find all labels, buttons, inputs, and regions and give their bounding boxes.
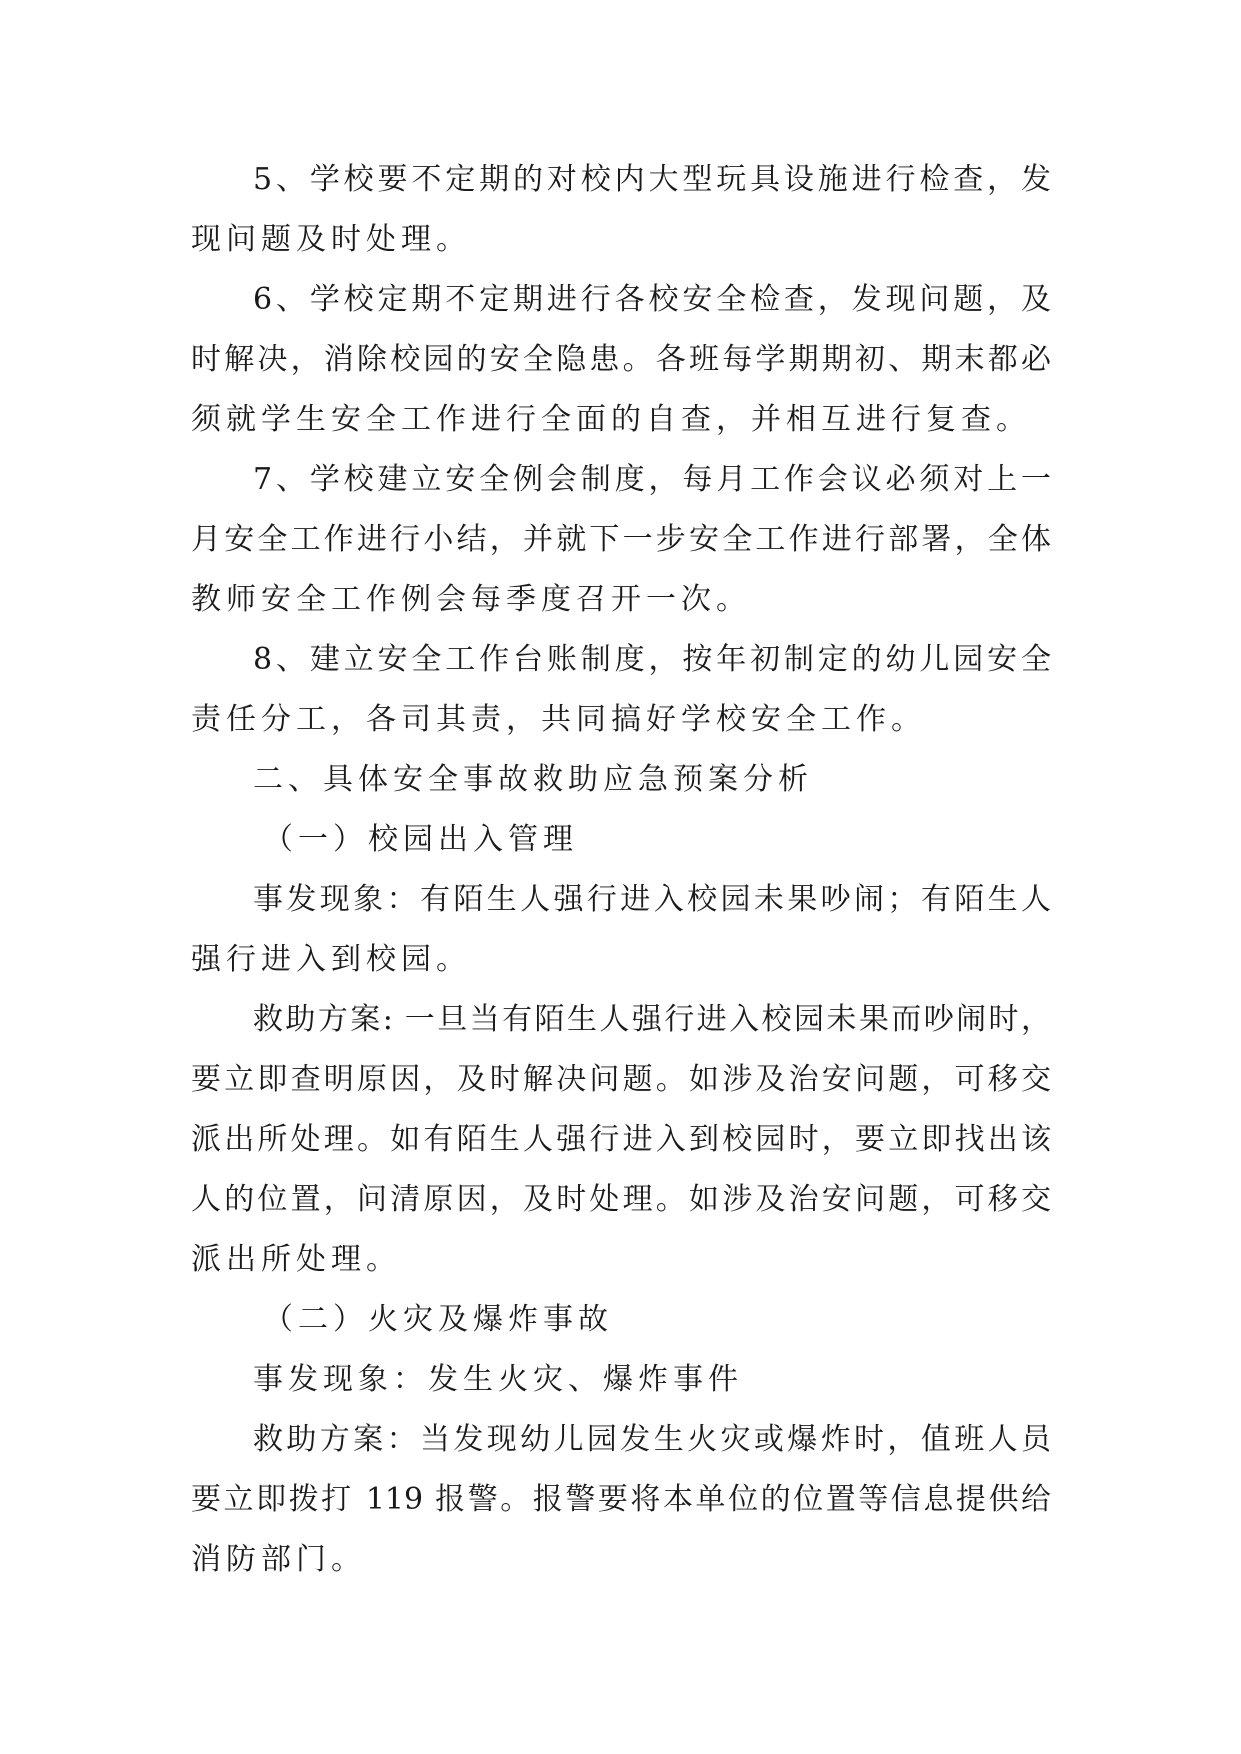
- subsection-heading-1: （一）校园出入管理: [263, 822, 578, 857]
- subsection-heading-2: （二）火灾及爆炸事故: [263, 1302, 613, 1337]
- paragraph-8-line-1: 8、建立安全工作台账制度，按年初制定的幼儿园安全: [253, 642, 1051, 677]
- paragraph-5-line-2: 现问题及时处理。: [191, 222, 471, 257]
- document-page: [191, 150, 1051, 1590]
- paragraph-6-line-3: 须就学生安全工作进行全面的自查，并相互进行复查。: [191, 402, 1031, 437]
- paragraph-6-line-2: 时解决，消除校园的安全隐患。各班每学期期初、期末都必: [191, 342, 1051, 377]
- rescue-plan-2-line-3: 消防部门。: [191, 1542, 366, 1577]
- rescue-plan-1-line-5: 派出所处理。: [191, 1242, 401, 1277]
- paragraph-7-line-2: 月安全工作进行小结，并就下一步安全工作进行部署，全体: [191, 522, 1051, 557]
- paragraph-7-line-3: 教师安全工作例会每季度召开一次。: [191, 582, 751, 617]
- paragraph-5-line-1: 5、学校要不定期的对校内大型玩具设施进行检查，发: [253, 162, 1051, 197]
- incident-1-line-1: 事发现象：有陌生人强行进入校园未果吵闹；有陌生人: [253, 882, 1051, 917]
- section-heading-2: 二、具体安全事故救助应急预案分析: [253, 762, 813, 797]
- paragraph-7-line-1: 7、学校建立安全例会制度，每月工作会议必须对上一: [253, 462, 1051, 497]
- paragraph-6-line-1: 6、学校定期不定期进行各校安全检查，发现问题，及: [253, 282, 1051, 317]
- incident-2-line-1: 事发现象：发生火灾、爆炸事件: [253, 1362, 743, 1397]
- rescue-plan-2-line-1: 救助方案：当发现幼儿园发生火灾或爆炸时，值班人员: [253, 1422, 1051, 1457]
- rescue-plan-1-line-1: 救助方案: 一旦当有陌生人强行进入校园未果而吵闹时，: [253, 1002, 1051, 1037]
- rescue-plan-1-line-3: 派出所处理。如有陌生人强行进入到校园时，要立即找出该: [191, 1122, 1051, 1157]
- rescue-plan-1-line-2: 要立即查明原因，及时解决问题。如涉及治安问题，可移交: [191, 1062, 1051, 1097]
- rescue-plan-1-line-4: 人的位置，问清原因，及时处理。如涉及治安问题，可移交: [191, 1182, 1051, 1217]
- rescue-plan-2-line-2: 要立即拨打 119 报警。报警要将本单位的位置等信息提供给: [191, 1482, 1051, 1517]
- paragraph-8-line-2: 责任分工，各司其责，共同搞好学校安全工作。: [191, 702, 926, 737]
- incident-1-line-2: 强行进入到校园。: [191, 942, 471, 977]
